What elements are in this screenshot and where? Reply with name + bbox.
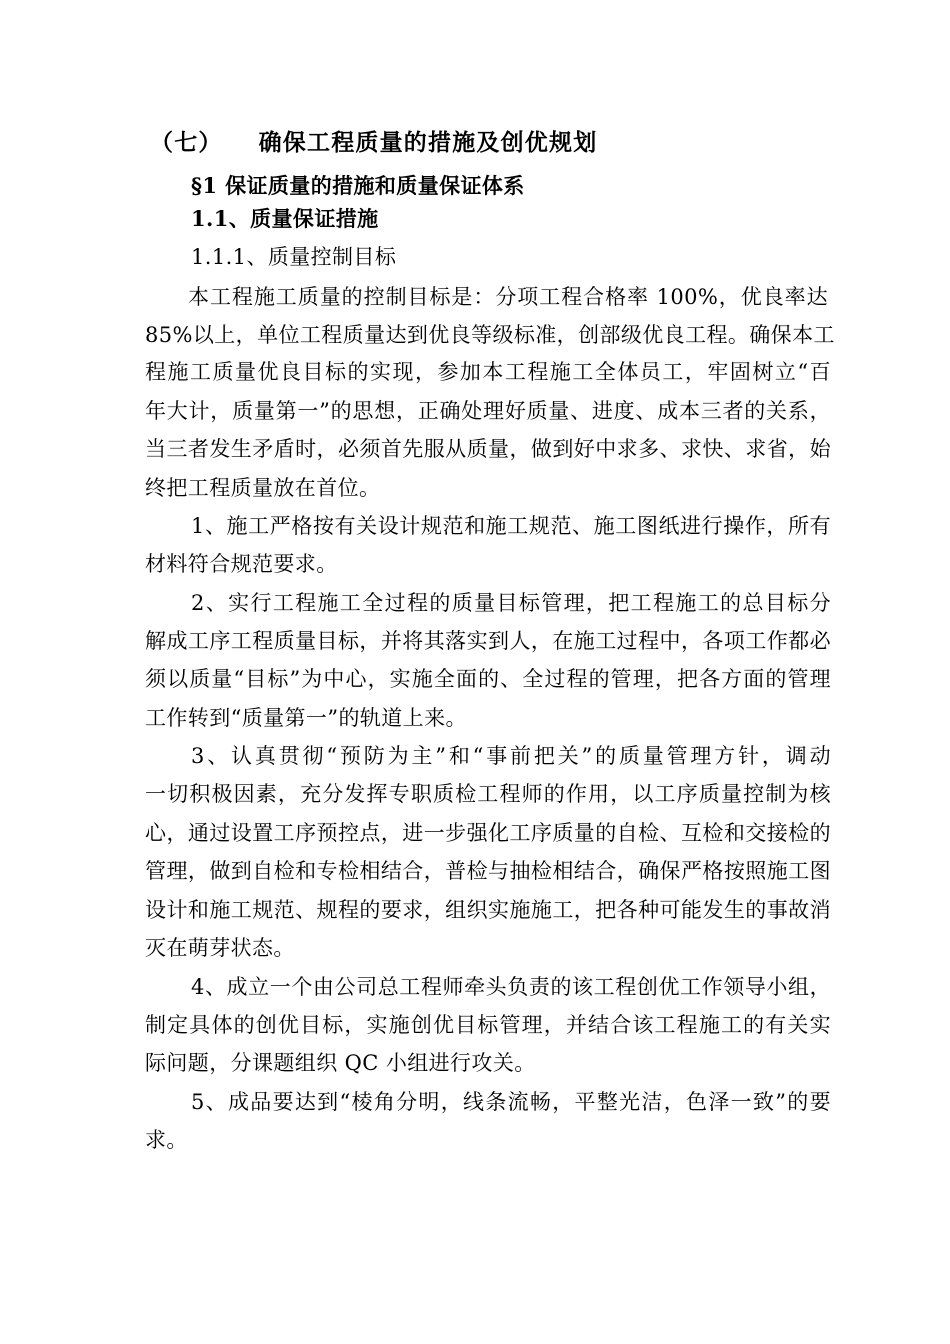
paragraph-line: 一切积极因素，充分发挥专职质检工程师的作用，以工序质量控制为核 xyxy=(145,782,831,806)
paragraph-line: 3、认真贯彻“预防为主”和“事前把关”的质量管理方针，调动 xyxy=(191,744,831,768)
paragraph-line: 工作转到“质量第一”的轨道上来。 xyxy=(145,706,467,730)
paragraph-line: 终把工程质量放在首位。 xyxy=(145,476,381,500)
paragraph-line: 材料符合规范要求。 xyxy=(145,552,338,576)
section-heading: §1 保证质量的措施和质量保证体系 xyxy=(191,173,525,198)
paragraph-line: 程施工质量优良目标的实现，参加本工程施工全体员工，牢固树立“百 xyxy=(145,360,831,384)
paragraph-line: 本工程施工质量的控制目标是：分项工程合格率 100%，优良率达 xyxy=(188,285,828,309)
chapter-number: （七） xyxy=(150,129,223,156)
paragraph-line: 心，通过设置工序预控点，进一步强化工序质量的自检、互检和交接检的 xyxy=(145,821,831,845)
paragraph-line: 灭在萌芽状态。 xyxy=(145,936,295,960)
paragraph-line: 2、实行工程施工全过程的质量目标管理，把工程施工的总目标分 xyxy=(191,591,831,615)
paragraph-line: 须以质量“目标”为中心，实施全面的、全过程的管理，把各方面的管理 xyxy=(145,667,831,691)
paragraph-line: 1、施工严格按有关设计规范和施工规范、施工图纸进行操作，所有 xyxy=(191,514,831,538)
chapter-title: 确保工程质量的措施及创优规划 xyxy=(258,129,598,156)
paragraph-line: 85%以上，单位工程质量达到优良等级标准，创部级优良工程。确保本工 xyxy=(145,323,835,347)
paragraph-line: 设计和施工规范、规程的要求，组织实施施工，把各种可能发生的事故消 xyxy=(145,898,831,922)
paragraph-line: 管理，做到自检和专检相结合，普检与抽检相结合，确保严格按照施工图 xyxy=(145,859,831,883)
paragraph-line: 4、成立一个由公司总工程师牵头负责的该工程创优工作领导小组， xyxy=(191,975,831,999)
paragraph-line: 年大计，质量第一”的思想，正确处理好质量、进度、成本三者的关系， xyxy=(145,399,831,423)
paragraph-line: 当三者发生矛盾时，必须首先服从质量，做到好中求多、求快、求省，始 xyxy=(145,437,831,461)
paragraph-line: 际问题，分课题组织 QC 小组进行攻关。 xyxy=(145,1051,536,1075)
paragraph-line: 5、成品要达到“棱角分明，线条流畅，平整光洁，色泽一致”的要 xyxy=(191,1090,831,1114)
paragraph-line: 解成工序工程质量目标，并将其落实到人，在施工过程中，各项工作都必 xyxy=(145,629,831,653)
paragraph-line: 制定具体的创优目标，实施创优目标管理，并结合该工程施工的有关实 xyxy=(145,1013,831,1037)
subsection-heading: 1.1、质量保证措施 xyxy=(191,206,379,231)
chapter-heading xyxy=(150,128,597,158)
paragraph-line: 求。 xyxy=(145,1128,188,1152)
subsubsection-heading: 1.1.1、质量控制目标 xyxy=(191,245,397,269)
